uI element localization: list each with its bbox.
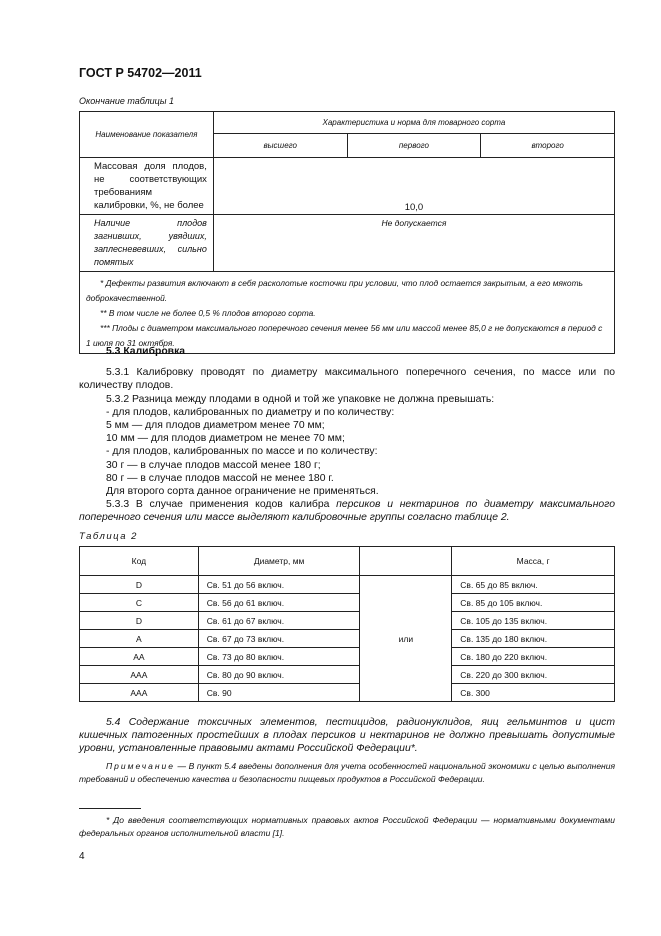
note <box>79 760 615 785</box>
table-note: * Дефекты развития включают в себя расколотые косточки при условии, что плод остается закрытым, а его мякоть доброкачественной. <box>86 278 583 303</box>
paragraph-italic: персиков и нектаринов по диаметру максимального поперечного сечения или массе выделяют калибровочные группы согласно таблице 2. <box>79 499 615 524</box>
table1-notes <box>80 272 615 354</box>
paragraph: 5 мм — для плодов диаметром менее 70 мм; <box>106 420 325 432</box>
header-mass: Масса, г <box>452 547 615 576</box>
code-cell: AAA <box>80 666 199 684</box>
paragraph-start: 5.3.3 В случае применения кодов калибра <box>106 499 337 511</box>
table1-caption: Окончание таблицы 1 <box>79 96 174 106</box>
diameter-cell: Св. 61 до 67 включ. <box>198 612 360 630</box>
document-header: ГОСТ Р 54702—2011 <box>79 66 202 80</box>
mass-cell: Св. 65 до 85 включ. <box>452 576 615 594</box>
diameter-cell: Св. 73 до 80 включ. <box>198 648 360 666</box>
table-note: ** В том числе не более 0,5 % плодов второго сорта. <box>100 308 316 318</box>
header-diameter: Диаметр, мм <box>198 547 360 576</box>
diameter-cell: Св. 80 до 90 включ. <box>198 666 360 684</box>
mass-cell: Св. 180 до 220 включ. <box>452 648 615 666</box>
code-cell: D <box>80 576 199 594</box>
paragraph: 5.3.2 Разница между плодами в одной и той же упаковке не должна превышать: <box>106 393 495 405</box>
paragraph <box>79 498 615 524</box>
page-number: 4 <box>79 851 85 862</box>
table-row <box>80 594 615 612</box>
table-2 <box>79 546 615 702</box>
diameter-cell: Св. 56 до 61 включ. <box>198 594 360 612</box>
paragraph: 5.3.1 Калибровку проводят по диаметру максимального поперечного сечения, по массе или по количеству плодов. <box>79 367 615 392</box>
col-header-indicator: Наименование показателя <box>80 112 214 158</box>
grade-header: высшего <box>213 134 347 158</box>
section-5-3 <box>79 345 615 525</box>
row-name: Наличие плодов загнивших, увядших, заплесневевших, сильно помятых <box>80 215 214 272</box>
col-header-group: Характеристика и норма для товарного сорта <box>213 112 614 134</box>
table-row <box>80 576 615 594</box>
section-title: 5.3 Калибровка <box>106 346 186 357</box>
paragraph: Для второго сорта данное ограничение не применяться. <box>106 486 379 498</box>
mass-cell: Св. 85 до 105 включ. <box>452 594 615 612</box>
code-cell: A <box>80 630 199 648</box>
row-name: Массовая доля плодов, не соответствующих требованиям калибровки, %, не более <box>80 158 214 215</box>
table-row <box>80 648 615 666</box>
or-cell: или <box>360 576 452 702</box>
paragraph: 5.4 Содержание токсичных элементов, пестицидов, радионуклидов, яиц гельминтов и цист кишечных патогенных простейших в плодах персиков и нектаринов не должно превышать допустимые уровни, установленные правовыми актами Российской Федерации*. <box>79 717 615 755</box>
note-text: — В пункт 5.4 введены дополнения для учета особенностей национальной экономики с целью выполнения требований и обеспечению качества и безопасности пищевых продуктов в Российской Федерации. <box>79 761 615 784</box>
row-value: Не допускается <box>213 215 614 272</box>
header-or <box>360 547 452 576</box>
paragraph: - для плодов, калиброванных по диаметру и по количеству: <box>106 406 395 418</box>
table-row <box>80 684 615 702</box>
table-1 <box>79 111 615 354</box>
table-row <box>80 630 615 648</box>
diameter-cell: Св. 51 до 56 включ. <box>198 576 360 594</box>
table-row <box>80 666 615 684</box>
footnote: * До введения соответствующих нормативных правовых актов Российской Федерации — нормативными документами федеральных органов исполнительной власти [1]. <box>79 815 615 838</box>
grade-header: второго <box>481 134 615 158</box>
diameter-cell: Св. 90 <box>198 684 360 702</box>
diameter-cell: Св. 67 до 73 включ. <box>198 630 360 648</box>
footnote-divider <box>79 808 141 809</box>
code-cell: AAA <box>80 684 199 702</box>
paragraph: 80 г — в случае плодов массой не менее 180 г. <box>106 472 334 484</box>
table-row <box>80 612 615 630</box>
code-cell: AA <box>80 648 199 666</box>
mass-cell: Св. 300 <box>452 684 615 702</box>
table-note: *** Плоды с диаметром максимального поперечного сечения менее 56 мм или массой менее 85,0 г не допускаются в период с 1 июля по 31 октября. <box>86 323 603 348</box>
paragraph: 30 г — в случае плодов массой менее 180 г; <box>106 459 321 471</box>
header-code: Код <box>80 547 199 576</box>
mass-cell: Св. 105 до 135 включ. <box>452 612 615 630</box>
grade-header: первого <box>347 134 481 158</box>
note-label: Примечание <box>106 761 175 771</box>
mass-cell: Св. 135 до 180 включ. <box>452 630 615 648</box>
section-5-4 <box>79 716 615 756</box>
table2-caption: Таблица 2 <box>79 531 138 542</box>
code-cell: D <box>80 612 199 630</box>
code-cell: C <box>80 594 199 612</box>
paragraph: - для плодов, калиброванных по массе и по количеству: <box>106 446 378 458</box>
paragraph: 10 мм — для плодов диаметром не менее 70 мм; <box>106 433 345 445</box>
row-value: 10,0 <box>213 158 614 215</box>
mass-cell: Св. 220 до 300 включ. <box>452 666 615 684</box>
